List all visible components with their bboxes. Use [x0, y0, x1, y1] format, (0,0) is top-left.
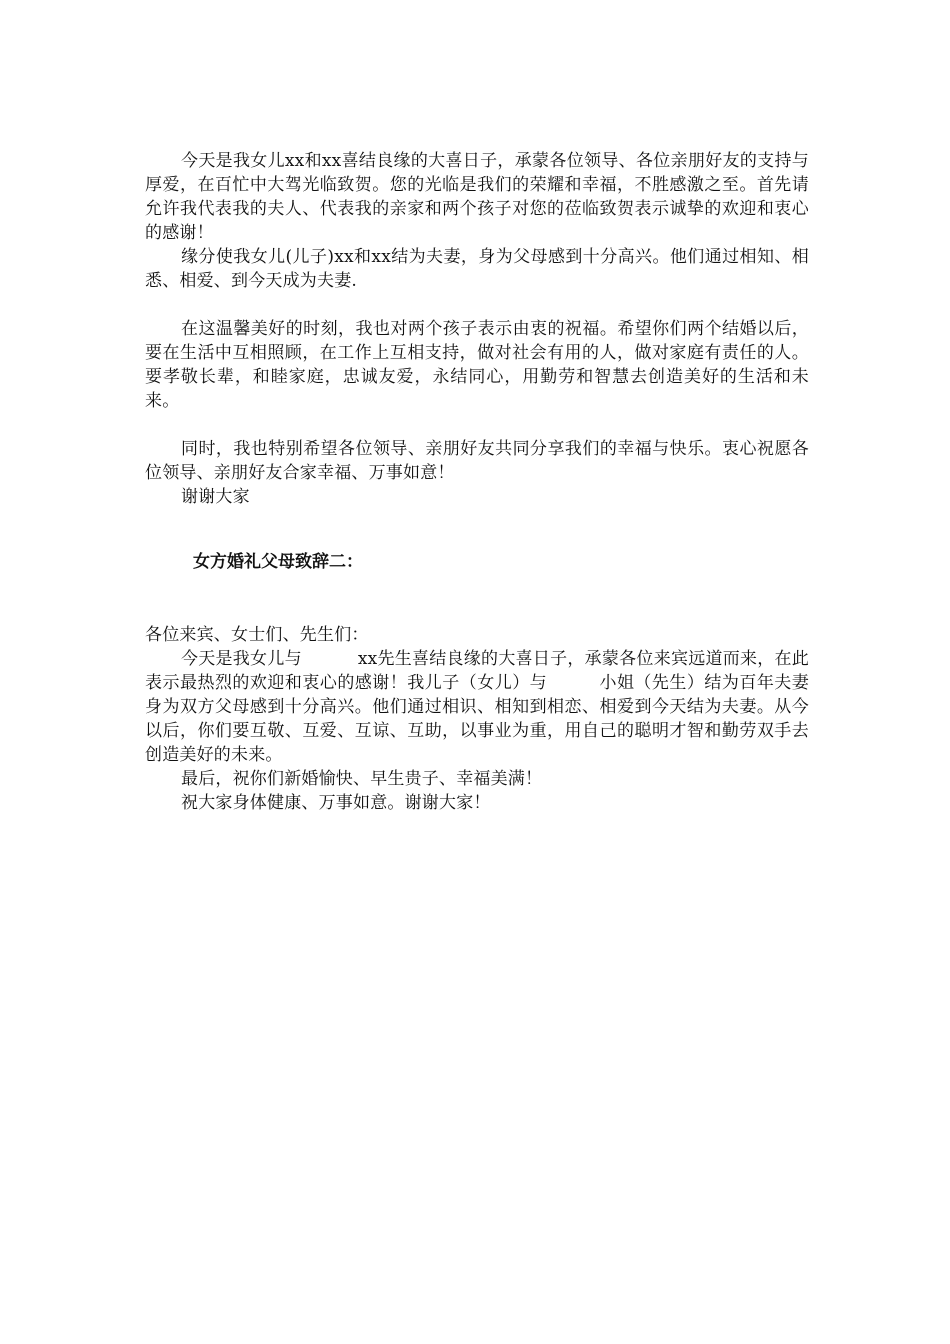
speech-section-one: [145, 149, 809, 509]
paragraph-blessing: 在这温馨美好的时刻，我也对两个孩子表示由衷的祝福。希望你们两个结婚以后，要在生活中互相照顾，在工作上互相支持，做对社会有用的人，做对家庭有责任的人。要孝敬长辈，和睦家庭，忠诚友爱，永结同心，用勤劳和智慧去创造美好的生活和未来。: [145, 319, 809, 411]
paragraph-thanks: 谢谢大家: [181, 487, 250, 507]
paragraph-fate: 缘分使我女儿(儿子)xx和xx结为夫妻，身为父母感到十分高兴。他们通过相知、相悉、相爱、到今天成为夫妻.: [145, 247, 809, 291]
paragraph-closing: 祝大家身体健康、万事如意。谢谢大家！: [181, 793, 491, 813]
section-heading: 女方婚礼父母致辞二：: [193, 552, 363, 572]
salutation: 各位来宾、女士们、先生们：: [145, 625, 369, 645]
speech-section-two: [145, 623, 809, 815]
paragraph-gap: [145, 293, 809, 317]
paragraph-share-joy: 同时，我也特别希望各位领导、亲朋好友共同分享我们的幸福与快乐。衷心祝愿各位领导、亲朋好友合家幸福、万事如意！: [145, 439, 809, 483]
paragraph-welcome: 今天是我女儿xx和xx喜结良缘的大喜日子，承蒙各位领导、各位亲朋好友的支持与厚爱，在百忙中大驾光临致贺。您的光临是我们的荣耀和幸福，不胜感激之至。首先请允许我代表我的夫人、代表我的亲家和两个孩子对您的莅临致贺表示诚挚的欢迎和衷心的感谢！: [145, 151, 809, 243]
paragraph-part: 今天是我女儿与: [181, 649, 302, 669]
paragraph-part: 小姐（先生）结为百年夫妻身为双方父母感到十分高兴。他们通过相识、相知到相恋、相爱到今天结为夫妻。从今以后，你们要互敬、互爱、互谅、互助，以事业为重，用自己的聪明才智和勤劳双手去创造美好的未来。: [145, 673, 809, 765]
paragraph-gap: [145, 413, 809, 437]
paragraph-part: xx先生喜结良缘的大喜日子，承蒙各位来宾远道而来，在此表示最热烈的欢迎和衷心的感谢！我儿子（女儿）与: [145, 649, 809, 693]
paragraph-welcome-guests: [145, 647, 809, 767]
paragraph-wishes: 最后，祝你们新婚愉快、早生贵子、幸福美满！: [181, 769, 543, 789]
